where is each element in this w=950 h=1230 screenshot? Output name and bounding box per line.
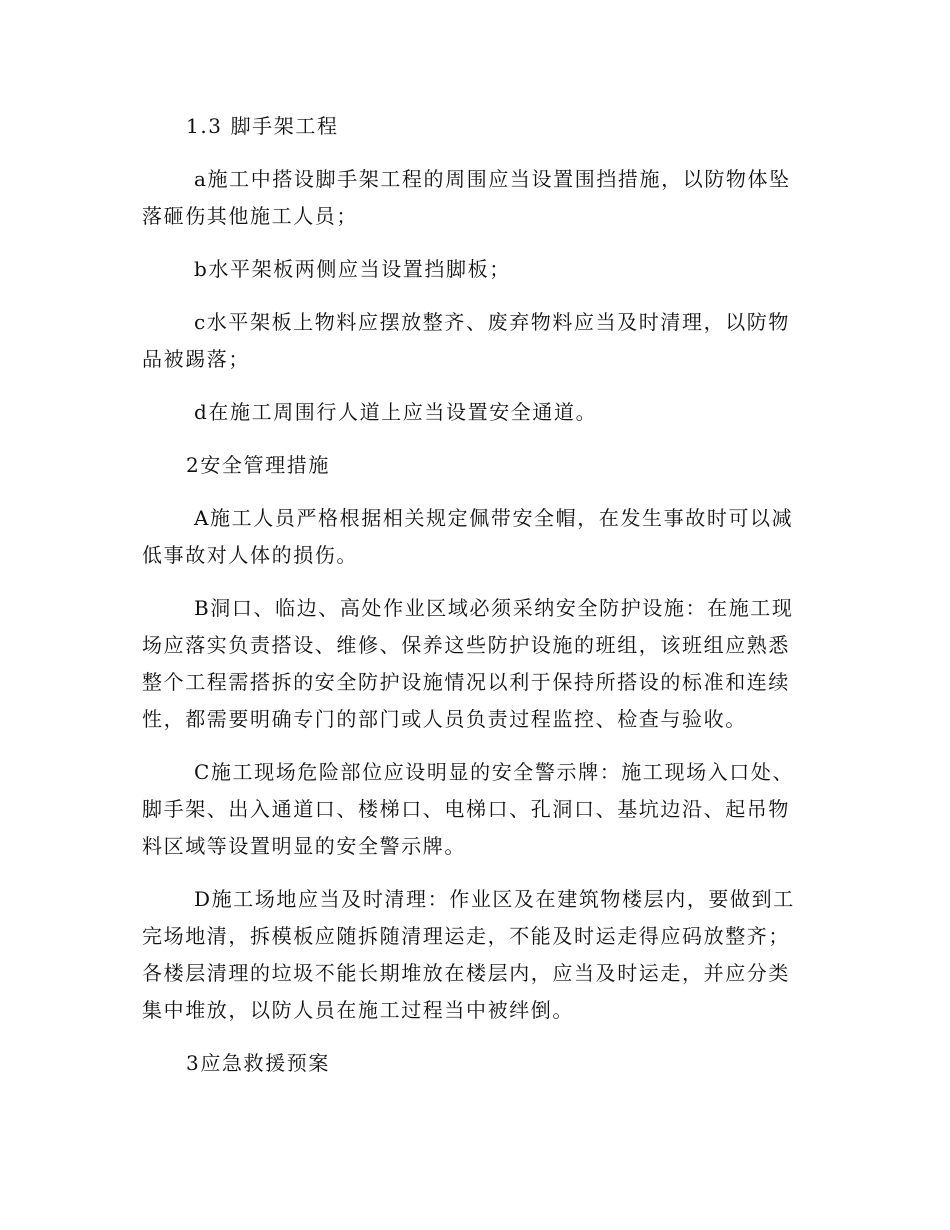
paragraph-item-b: b水平架板两侧应当设置挡脚板； xyxy=(194,257,511,281)
document-body xyxy=(142,108,802,1098)
paragraph-item-a: a施工中搭设脚手架工程的周围应当设置围挡措施，以防物体坠落砸伤其他施工人员； xyxy=(142,167,791,228)
section-heading-safety-management: 2安全管理措施 xyxy=(186,453,330,477)
section-heading-emergency-plan: 3应急救援预案 xyxy=(186,1051,330,1075)
paragraph-item-c: c水平架板上物料应摆放整齐、废弃物料应当及时清理，以防物品被踢落； xyxy=(142,310,791,371)
paragraph-item-D: D施工场地应当及时清理：作业区及在建筑物楼层内，要做到工完场地清，拆模板应随拆随清理运走，不能及时运走得应码放整齐；各楼层清理的垃圾不能长期堆放在楼层内，应当及时运走，并应分类集中堆放，以防人员在施工过程当中被绊倒。 xyxy=(142,887,795,1022)
section-heading-scaffolding: 1.3 脚手架工程 xyxy=(186,114,339,138)
paragraph-item-C: C施工现场危险部位应设明显的安全警示牌：施工现场入口处、脚手架、出入通道口、楼梯口、电梯口、孔洞口、基坑边沿、起吊物料区域等设置明显的安全警示牌。 xyxy=(142,760,795,858)
paragraph-item-B: B洞口、临边、高处作业区域必须采纳安全防护设施：在施工现场应落实负责搭设、维修、保养这些防护设施的班组，该班组应熟悉整个工程需搭拆的安全防护设施情况以利于保持所搭设的标准和连续性，都需要明确专门的部门或人员负责过程监控、检查与验收。 xyxy=(142,596,794,731)
paragraph-item-d: d在施工周围行人道上应当设置安全通道。 xyxy=(194,400,598,424)
paragraph-item-A: A施工人员严格根据相关规定佩带安全帽，在发生事故时可以减低事故对人体的损伤。 xyxy=(142,506,794,567)
